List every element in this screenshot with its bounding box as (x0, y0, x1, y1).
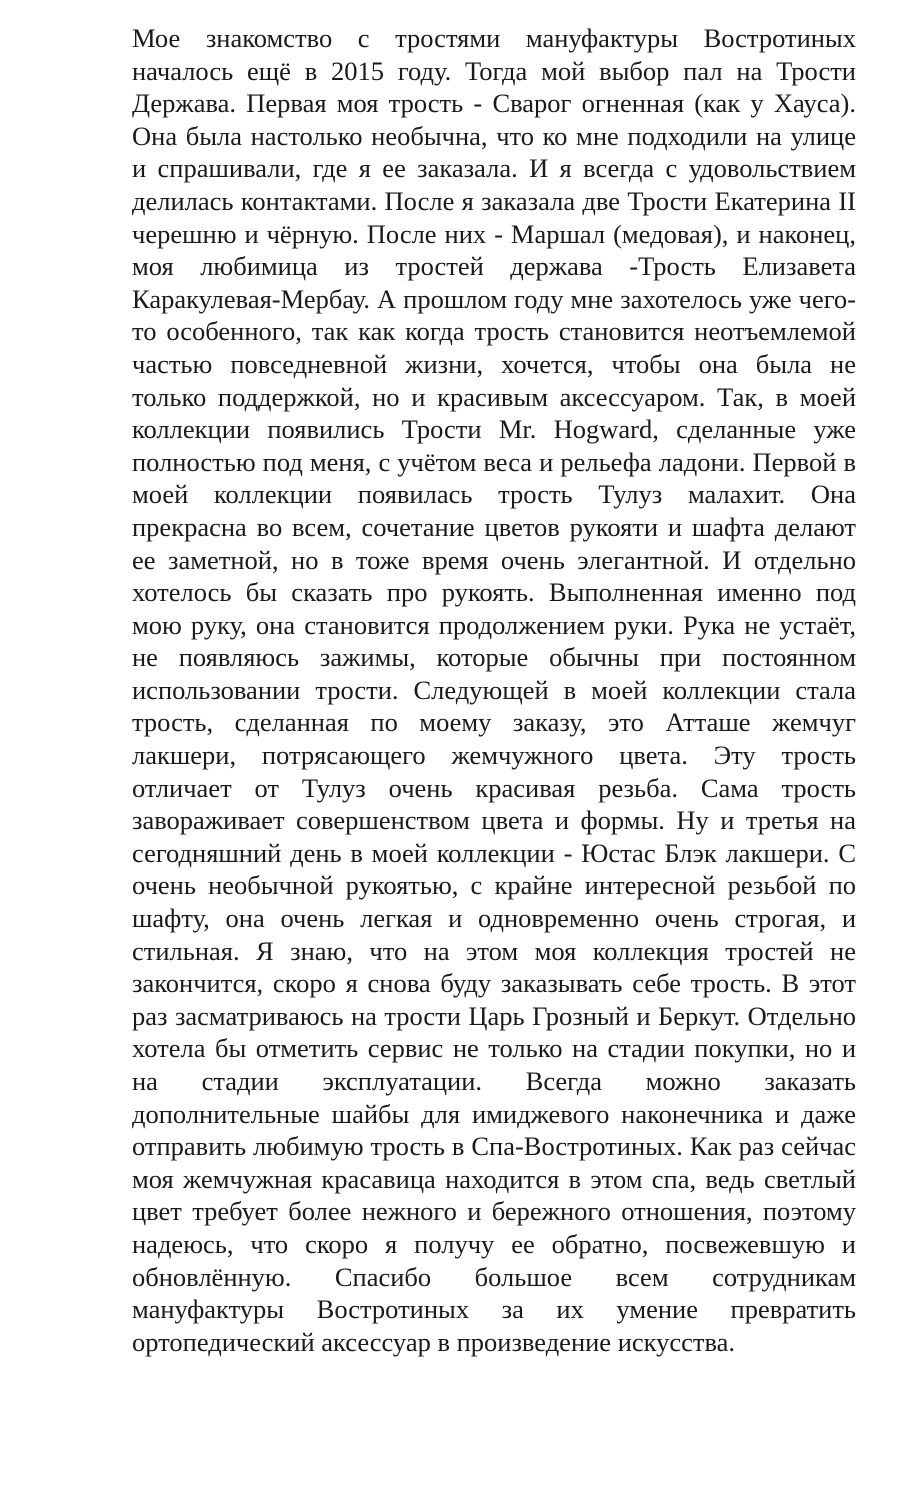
document-page (132, 22, 856, 1358)
review-paragraph: Мое знакомство с тростями мануфактуры Востротиных началось ещё в 2015 году. Тогда мой выбор пал на Трости Держава. Первая моя трость - Сварог огненная (как у Хауса). Она была настолько необычна, что ко мне подходили на улице и спрашивали, где я ее заказала. И я всегда с удовольствием делилась контактами. После я заказала две Трости Екатерина II черешню и чёрную. После них - Маршал (медовая), и наконец, моя любимица из тростей держава -Трость Елизавета Каракулевая-Мербау. А прошлом году мне захотелось уже чего-то особенного, так как когда трость становится неотъемлемой частью повседневной жизни, хочется, чтобы она была не только поддержкой, но и красивым аксессуаром. Так, в моей коллекции появились Трости Mr. Hogward, сделанные уже полностью под меня, с учётом веса и рельефа ладони. Первой в моей коллекции появилась трость Тулуз малахит. Она прекрасна во всем, сочетание цветов рукояти и шафта делают ее заметной, но в тоже время очень элегантной. И отдельно хотелось бы сказать про рукоять. Выполненная именно под мою руку, она становится продолжением руки. Рука не устаёт, не появляюсь зажимы, которые обычны при постоянном использовании трости. Следующей в моей коллекции стала трость, сделанная по моему заказу, это Атташе жемчуг лакшери, потрясающего жемчужного цвета. Эту трость отличает от Тулуз очень красивая резьба. Сама трость завораживает совершенством цвета и формы. Ну и третья на сегодняшний день в моей коллекции - Юстас Блэк лакшери. С очень необычной рукоятью, с крайне интересной резьбой по шафту, она очень легкая и одновременно очень строгая, и стильная. Я знаю, что на этом моя коллекция тростей не закончится, скоро я снова буду заказывать себе трость. В этот раз засматриваюсь на трости Царь Грозный и Беркут. Отдельно хотела бы отметить сервис не только на стадии покупки, но и на стадии эксплуатации. Всегда можно заказать дополнительные шайбы для имиджевого наконечника и даже отправить любимую трость в Спа-Востротиных. Как раз сейчас моя жемчужная красавица находится в этом спа, ведь светлый цвет требует более нежного и бережного отношения, поэтому надеюсь, что скоро я получу ее обратно, посвежевшую и обновлённую. Спасибо большое всем сотрудникам мануфактуры Востротиных за их умение превратить ортопедический аксессуар в произведение искусства. (132, 23, 856, 1357)
